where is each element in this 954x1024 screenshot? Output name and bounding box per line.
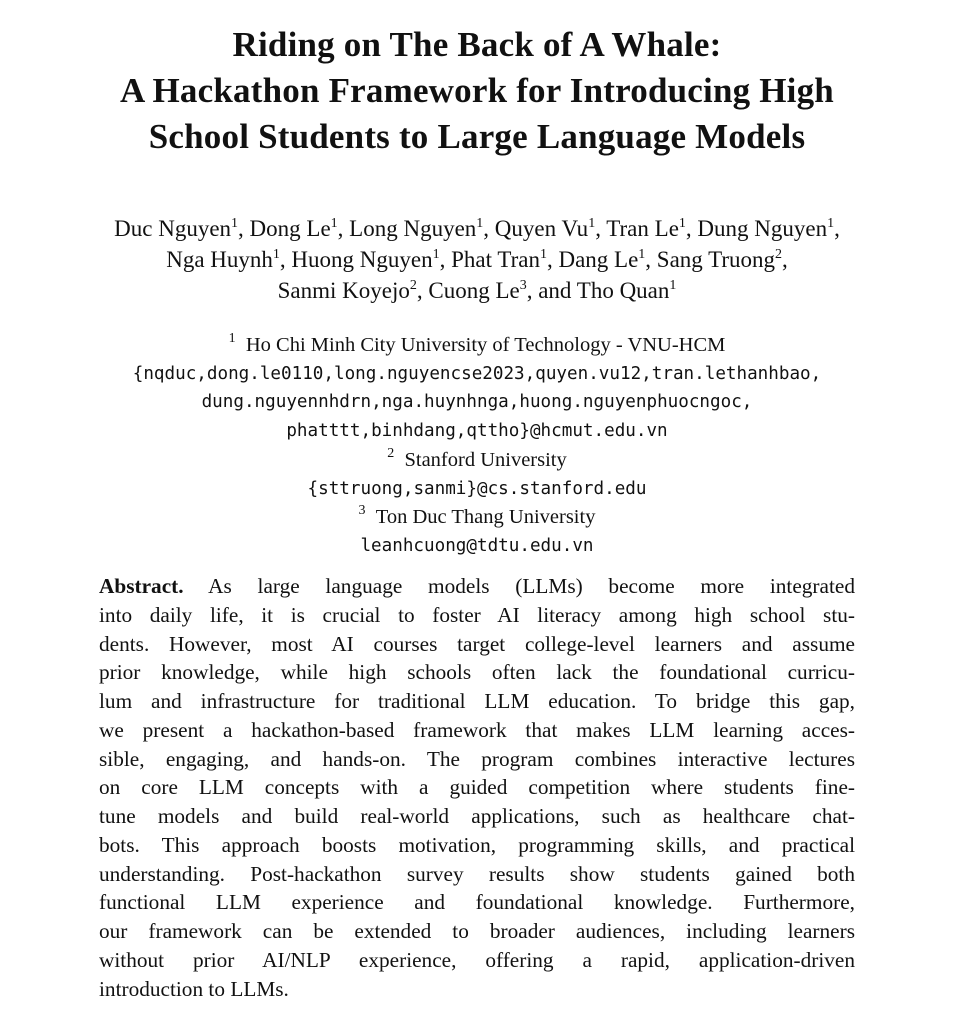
author-affiliation-mark: 2 [775,247,783,262]
author-affiliation-mark: 1 [432,247,440,262]
author-separator: , [782,247,788,272]
title-line: A Hackathon Framework for Introducing High [120,71,834,110]
author-affiliation-mark: 1 [476,216,484,231]
author-name: Cuong Le [428,278,520,303]
author-separator: , [834,216,840,241]
author-separator: , [546,247,559,272]
affiliation-email: {sttruong,sanmi}@cs.stanford.edu [307,478,647,499]
abstract-line: we present a hackathon-based framework that makes LLM learning acces- [99,717,855,742]
affiliation-number: 3 [358,503,366,519]
author-line [0,213,954,244]
affiliation-name: Ho Chi Minh City University of Technology - VNU-HCM [245,334,726,356]
author-separator: , and [526,278,577,303]
abstract-line: lum and infrastructure for traditional LLM education. To bridge this gap, [99,689,855,713]
affiliation-email: dung.nguyennhdrn,nga.huynhnga,huong.nguyenphuocngoc, [201,392,753,413]
abstract-line: sible, engaging, and hands-on. The program combines interactive lectures [99,746,855,771]
author-line [0,244,954,275]
author-affiliation-mark: 3 [519,278,527,293]
author-list [0,213,954,306]
abstract [99,572,855,1003]
author-name: Long Nguyen [349,216,477,241]
affiliation-number: 2 [387,445,395,461]
author-separator: , [416,278,429,303]
author-affiliation-mark: 1 [539,247,547,262]
author-affiliation-mark: 1 [588,216,596,231]
author-line [0,275,954,306]
abstract-line: without prior AI/NLP experience, offering a rapid, application-driven [99,947,855,972]
author-separator: , [337,216,350,241]
abstract-line: bots. This approach boosts motivation, programming skills, and practical [99,832,855,857]
author-name: Huong Nguyen [291,247,433,272]
affiliation-block [0,331,954,561]
author-name: Phat Tran [451,247,540,272]
abstract-line: tune models and build real-world applications, such as healthcare chat- [99,804,855,828]
author-affiliation-mark: 1 [827,216,835,231]
affiliation-name-line [0,331,954,360]
affiliation-name-line [0,446,954,475]
abstract-text: As large language models (LLMs) become more integrated [208,574,855,598]
author-affiliation-mark: 1 [669,278,677,293]
abstract-line: understanding. Post-hackathon survey results show students gained both [99,861,855,886]
author-separator: , [645,247,657,272]
abstract-line: our framework can be extended to broader audiences, including learners [99,919,855,943]
affiliation-email: phatttt,binhdang,qttho}@hcmut.edu.vn [286,421,668,442]
author-separator: , [595,216,607,241]
affiliation-email: leanhcuong@tdtu.edu.vn [360,535,594,556]
author-name: Tran Le [606,216,679,241]
abstract-line: dents. However, most AI courses target college-level learners and assume [99,631,855,656]
author-affiliation-mark: 1 [638,247,646,262]
affiliation-name: Stanford University [404,448,567,471]
author-separator: , [483,216,495,241]
title-line: School Students to Large Language Models [148,117,806,156]
paper-title [0,22,954,160]
abstract-line: into daily life, it is crucial to foster AI literacy among high school stu- [99,602,855,627]
author-name: Tho Quan [576,278,670,303]
affiliation-name-line [0,503,954,532]
author-affiliation-mark: 1 [678,216,686,231]
abstract-line [99,572,855,601]
abstract-label: Abstract. [99,574,184,598]
author-separator: , [238,216,250,241]
author-name: Duc Nguyen [114,216,232,241]
affiliation-email: {nqduc,dong.le0110,long.nguyencse2023,quyen.vu12,tran.lethanhbao, [132,363,822,384]
affiliation-number: 1 [228,331,236,346]
abstract-line: on core LLM concepts with a guided competition where students fine- [99,775,855,800]
author-affiliation-mark: 1 [231,216,239,231]
author-affiliation-mark: 2 [409,278,417,293]
abstract-line: functional LLM experience and foundational knowledge. Furthermore, [99,890,855,915]
author-affiliation-mark: 1 [330,216,338,231]
abstract-line: introduction to LLMs. [99,976,289,1001]
author-affiliation-mark: 1 [272,247,280,262]
author-name: Dong Le [249,216,331,241]
author-name: Quyen Vu [494,216,589,241]
author-name: Nga Huynh [166,247,273,272]
author-name: Dang Le [558,247,639,272]
title-line: Riding on The Back of A Whale: [232,25,722,64]
abstract-line: prior knowledge, while high schools often lack the foundational curricu- [99,660,855,685]
author-name: Sanmi Koyejo [277,278,410,303]
author-separator: , [685,216,698,241]
author-name: Dung Nguyen [697,216,828,241]
affiliation-name: Ton Duc Thang University [375,506,596,529]
author-separator: , [279,247,292,272]
author-name: Sang Truong [656,247,776,272]
author-separator: , [439,247,452,272]
